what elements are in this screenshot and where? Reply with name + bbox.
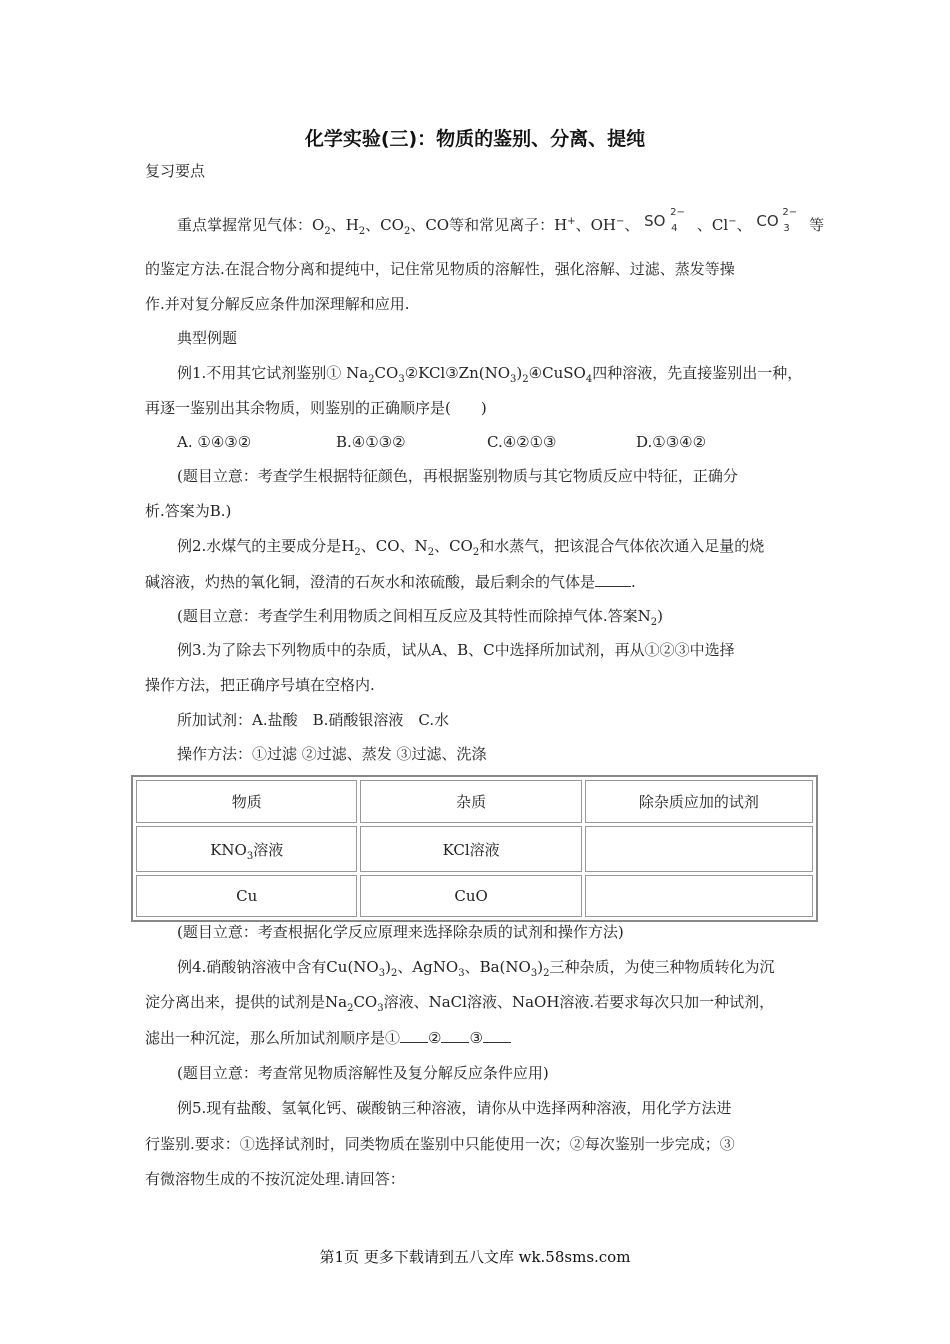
- sulfate-ion: SO 2− 4: [644, 207, 685, 234]
- ex2-line-1: 例2.水煤气的主要成分是$H_2$、CO、$N_2$、$CO_2$和水蒸气，把该混合气体依次通入足量的烧: [177, 537, 765, 558]
- ex3-note: (题目立意：考查根据化学反应原理来选择除杂质的试剂和操作方法): [177, 923, 624, 941]
- ex4-line-1: 例4.硝酸钠溶液中含有$Cu(NO_3)_2$、AgNO$_3$、$Ba(NO_3)_2$三种杂质，为使三种物质转化为沉: [177, 958, 775, 979]
- answer-blank-1: [400, 1028, 428, 1043]
- ex3-reagents: 所加试剂：A.盐酸 B.硝酸银溶液 C.水: [177, 711, 450, 729]
- header-impurity: 杂质: [360, 780, 581, 823]
- cell-reagent: [585, 875, 813, 917]
- ex1-line-1: 例1.不用其它试剂鉴别① $Na_2CO_3②KCl③Zn(NO_3)_2④CuSO_4$四种溶液，先直接鉴别出一种，: [177, 364, 803, 385]
- cell-substance: $KNO_3$溶液: [136, 826, 357, 872]
- cell-reagent: [585, 826, 813, 872]
- ex1-option-c: C.④②①③: [487, 433, 557, 451]
- examples-heading: 典型例题: [177, 329, 238, 347]
- answer-blank-3: [483, 1028, 511, 1043]
- ex5-line-1: 例5.现有盐酸、氢氧化钙、碳酸钠三种溶液，请你从中选择两种溶液，用化学方法进: [177, 1099, 732, 1117]
- ex2-note: (题目立意：考查学生利用物质之间相互反应及其特性而除掉气体.答案$N_2$): [177, 607, 663, 628]
- answer-blank: [595, 572, 631, 587]
- answer-blank-2: [441, 1028, 469, 1043]
- cell-impurity: KCl溶液: [360, 826, 581, 872]
- table-row: [136, 875, 813, 917]
- cell-substance: Cu: [136, 875, 357, 917]
- ex1-option-a: A. ①④③②: [177, 433, 252, 451]
- ex1-note-1: (题目立意：考查学生根据特征颜色，再根据鉴别物质与其它物质反应中特征，正确分: [177, 467, 738, 485]
- cell-impurity: CuO: [360, 875, 581, 917]
- review-heading: 复习要点: [145, 162, 206, 180]
- ex1-line-2: 再逐一鉴别出其余物质，则鉴别的正确顺序是( ): [145, 399, 487, 417]
- table-row: [136, 826, 813, 872]
- ex3-methods: 操作方法：①过滤 ②过滤、蒸发 ③过滤、洗涤: [177, 745, 487, 763]
- carbonate-ion: CO 2− 3: [756, 207, 798, 234]
- ex4-note: (题目立意：考查常见物质溶解性及复分解反应条件应用): [177, 1064, 549, 1082]
- ex4-line-2: 淀分离出来，提供的试剂是$Na_2CO_3$溶液、NaCl溶液、NaOH溶液.若要求每次只加一种试剂，: [145, 993, 775, 1014]
- table-header-row: [136, 780, 813, 823]
- impurity-table: [131, 775, 818, 922]
- review-line-2: 的鉴定方法.在混合物分离和提纯中，记住常见物质的溶解性，强化溶解、过滤、蒸发等操: [145, 260, 735, 278]
- review-line-1: 重点掌握常见气体：$O_2$、$H_2$、$CO_2$、CO等和常见离子：H+、OH−、 SO 2− 4 、Cl−、 CO 2− 3 等: [177, 207, 825, 237]
- header-substance: 物质: [136, 780, 357, 823]
- ex1-option-b: B.④①③②: [336, 433, 406, 451]
- ex5-line-2: 行鉴别.要求：①选择试剂时，同类物质在鉴别中只能使用一次；②每次鉴别一步完成；③: [145, 1135, 735, 1153]
- ex2-line-2: 碱溶液，灼热的氧化铜，澄清的石灰水和浓硫酸，最后剩余的气体是 .: [145, 573, 636, 591]
- ex3-line-1: 例3.为了除去下列物质中的杂质，试从A、B、C中选择所加试剂，再从①②③中选择: [177, 641, 735, 659]
- page-footer: 第1页 更多下载请到五八文库 wk.58sms.com: [319, 1248, 631, 1266]
- header-reagent: 除杂质应加的试剂: [585, 780, 813, 823]
- ex1-option-d: D.①③④②: [636, 433, 707, 451]
- ex1-note-2: 析.答案为B.): [145, 502, 232, 520]
- ex3-line-2: 操作方法，把正确序号填在空格内.: [145, 676, 375, 694]
- page-title: 化学实验(三)：物质的鉴别、分离、提纯: [304, 128, 646, 150]
- review-line-3: 作.并对复分解反应条件加深理解和应用.: [145, 295, 410, 313]
- ex4-line-3: 滤出一种沉淀，那么所加试剂顺序是① ② ③: [145, 1027, 511, 1049]
- ex5-line-3: 有微溶物生成的不按沉淀处理.请回答：: [145, 1170, 405, 1188]
